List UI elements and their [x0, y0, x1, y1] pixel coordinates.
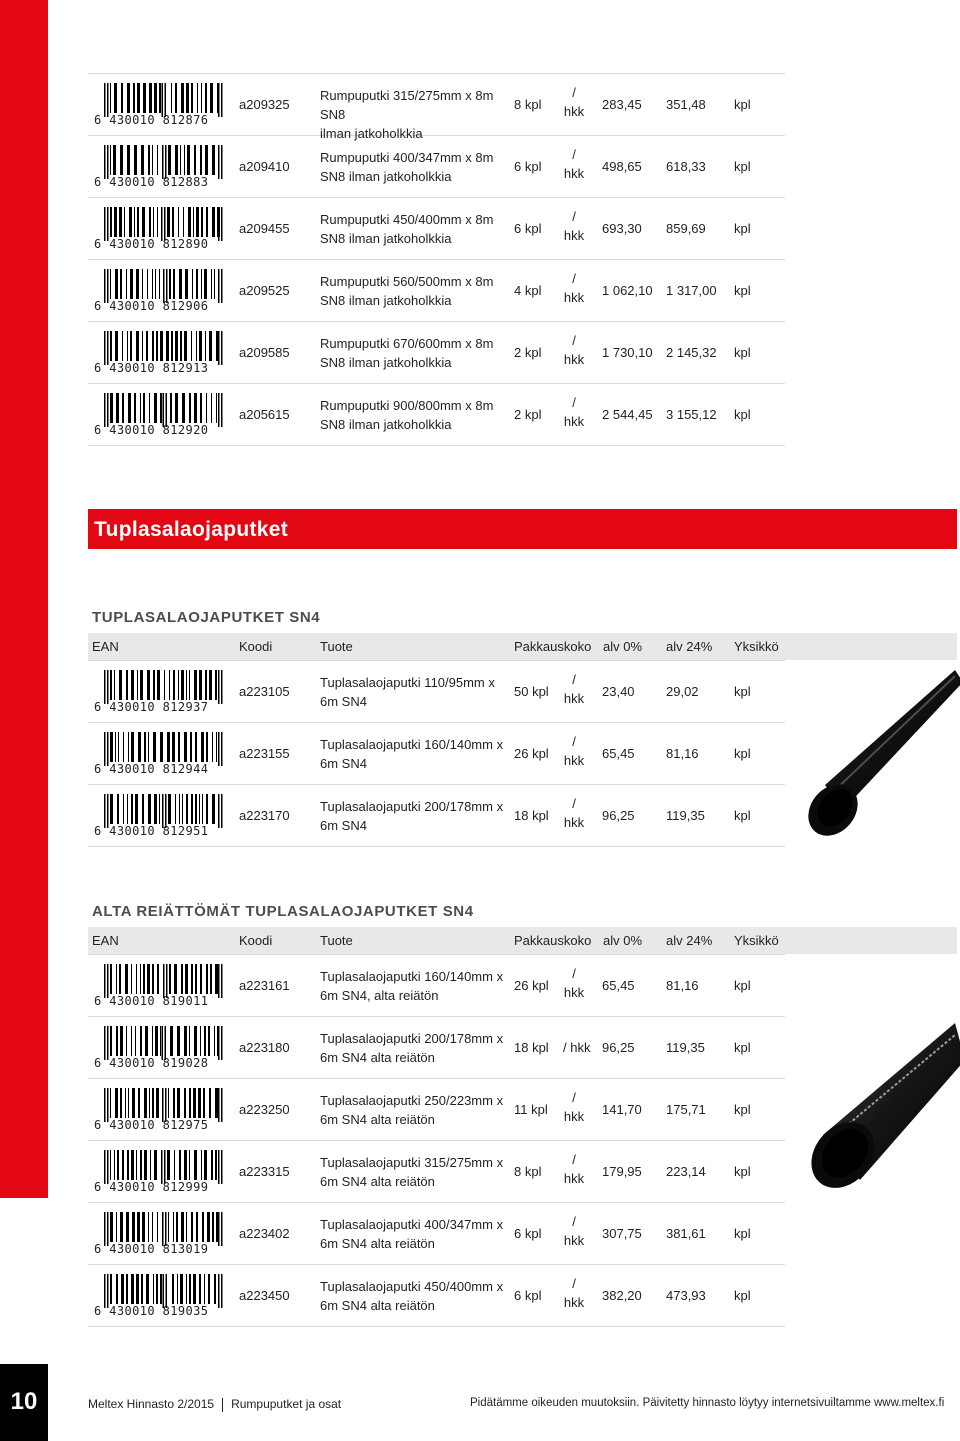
ean-digits: 6 430010 813019 — [94, 1242, 209, 1256]
product-description — [320, 1029, 506, 1067]
per-bundle — [561, 145, 587, 183]
barcode — [94, 207, 226, 253]
product-code: a223450 — [239, 1288, 290, 1303]
description-line-1: Rumpuputki 450/400mm x 8m — [320, 212, 494, 227]
price-alv0: 65,45 — [602, 746, 635, 761]
package-size: 6 kpl — [514, 1226, 542, 1241]
ean-digits: 6 430010 812890 — [94, 237, 209, 251]
description-line-2: 6m SN4 — [320, 756, 367, 771]
pipe-price-table — [88, 73, 785, 446]
column-header-alv0: alv 0% — [603, 639, 643, 654]
product-code: a223155 — [239, 746, 290, 761]
per-hkk: hkk — [563, 104, 585, 119]
product-code: a205615 — [239, 407, 290, 422]
per-bundle — [561, 732, 587, 770]
per-bundle — [561, 670, 587, 708]
price-alv0: 96,25 — [602, 808, 635, 823]
product-code: a223105 — [239, 684, 290, 699]
table-row — [88, 198, 785, 260]
per-bundle — [563, 1038, 601, 1057]
per-slash: / — [572, 966, 576, 981]
per-bundle — [561, 1088, 587, 1126]
barcode — [94, 1212, 226, 1258]
ean-digits: 6 430010 819028 — [94, 1056, 209, 1070]
per-hkk: hkk — [563, 228, 585, 243]
barcode — [94, 964, 226, 1010]
per-bundle — [561, 1274, 587, 1312]
barcode-bars — [104, 145, 224, 175]
price-alv0: 179,95 — [602, 1164, 642, 1179]
product-description — [320, 1091, 506, 1129]
table-row — [88, 1141, 785, 1203]
price-alv0: 2 544,45 — [602, 407, 653, 422]
barcode — [94, 1088, 226, 1134]
per-bundle — [561, 83, 587, 121]
description-line-2: 6m SN4 alta reiätön — [320, 1050, 435, 1065]
product-description — [320, 1153, 506, 1191]
price-alv24: 175,71 — [666, 1102, 706, 1117]
price-alv24: 381,61 — [666, 1226, 706, 1241]
per-slash: / — [572, 734, 576, 749]
per-slash: / — [572, 1090, 576, 1105]
product-description — [320, 967, 506, 1005]
per-hkk: hkk — [563, 815, 585, 830]
pipe-product-image — [805, 660, 960, 845]
left-accent-bar — [0, 0, 48, 1198]
barcode — [94, 83, 226, 129]
description-line-2: SN8 ilman jatkoholkkia — [320, 355, 452, 370]
barcode-bars — [104, 794, 224, 824]
product-description — [320, 272, 506, 310]
table-row — [88, 322, 785, 384]
description-line-1: Rumpuputki 400/347mm x 8m — [320, 150, 494, 165]
price-alv0: 141,70 — [602, 1102, 642, 1117]
product-description — [320, 797, 506, 835]
per-bundle — [561, 269, 587, 307]
description-line-2: SN8 ilman jatkoholkkia — [320, 417, 452, 432]
per-bundle — [561, 393, 587, 431]
barcode-bars — [104, 331, 224, 361]
barcode-bars — [104, 732, 224, 762]
ean-digits: 6 430010 812937 — [94, 700, 209, 714]
package-size: 2 kpl — [514, 407, 542, 422]
table-row — [88, 73, 785, 141]
per-slash: / — [572, 85, 576, 100]
barcode-bars — [104, 1026, 224, 1056]
table-row — [88, 785, 785, 847]
product-description — [320, 735, 506, 773]
barcode — [94, 331, 226, 377]
package-size: 18 kpl — [514, 808, 549, 823]
price-alv0: 23,40 — [602, 684, 635, 699]
unit: kpl — [734, 684, 751, 699]
column-header-pack: Pakkauskoko — [514, 639, 592, 654]
column-header-ean: EAN — [92, 639, 119, 654]
per-bundle — [561, 964, 587, 1002]
table-row — [88, 954, 785, 1017]
package-size: 6 kpl — [514, 159, 542, 174]
barcode-bars — [104, 1212, 224, 1242]
product-code: a209585 — [239, 345, 290, 360]
product-code: a223161 — [239, 978, 290, 993]
column-header-product: Tuote — [320, 639, 353, 654]
description-line-2: 6m SN4 alta reiätön — [320, 1174, 435, 1189]
table-row — [88, 136, 785, 198]
per-slash: / — [572, 672, 576, 687]
product-description — [320, 396, 506, 434]
footer-brand: Meltex Hinnasto 2/2015 — [88, 1397, 215, 1411]
table-row — [88, 660, 785, 723]
product-description — [320, 86, 506, 143]
column-header-row — [88, 927, 957, 954]
price-alv24: 859,69 — [666, 221, 706, 236]
description-line-1: Rumpuputki 900/800mm x 8m — [320, 398, 494, 413]
description-line-1: Rumpuputki 315/275mm x 8m SN8 — [320, 88, 494, 122]
column-header-alv24: alv 24% — [666, 933, 713, 948]
price-alv24: 223,14 — [666, 1164, 706, 1179]
footer-section: Rumpuputket ja osat — [231, 1397, 342, 1411]
footer-note: Pidätämme oikeuden muutoksiin. Päivitetty hinnasto löytyy internetsivuiltamme www.meltex.fi — [470, 1397, 945, 1409]
barcode — [94, 670, 226, 716]
ean-digits: 6 430010 812876 — [94, 113, 209, 127]
unit: kpl — [734, 1040, 751, 1055]
column-header-pack: Pakkauskoko — [514, 933, 592, 948]
price-alv0: 1 062,10 — [602, 283, 653, 298]
barcode — [94, 1274, 226, 1320]
description-line-1: Rumpuputki 670/600mm x 8m — [320, 336, 494, 351]
package-size: 4 kpl — [514, 283, 542, 298]
ean-digits: 6 430010 812913 — [94, 361, 209, 375]
unit: kpl — [734, 159, 751, 174]
ean-digits: 6 430010 812975 — [94, 1118, 209, 1132]
per-slash: / — [572, 271, 576, 286]
per-hkk: hkk — [563, 1233, 585, 1248]
barcode — [94, 1150, 226, 1196]
ean-digits: 6 430010 812951 — [94, 824, 209, 838]
unit: kpl — [734, 283, 751, 298]
per-bundle — [561, 331, 587, 369]
description-line-1: Tuplasalaojaputki 250/223mm x — [320, 1093, 504, 1108]
product-description — [320, 1277, 506, 1315]
description-line-2: 6m SN4, alta reiätön — [320, 988, 439, 1003]
table-row — [88, 1203, 785, 1265]
per-slash: / — [572, 209, 576, 224]
per-hkk: hkk — [563, 753, 585, 768]
unit: kpl — [734, 1226, 751, 1241]
price-alv0: 96,25 — [602, 1040, 635, 1055]
product-description — [320, 1215, 506, 1253]
footer-left — [88, 1397, 341, 1412]
description-line-2: SN8 ilman jatkoholkkia — [320, 231, 452, 246]
description-line-1: Tuplasalaojaputki 200/178mm x — [320, 799, 504, 814]
unit: kpl — [734, 407, 751, 422]
product-code: a223250 — [239, 1102, 290, 1117]
ean-digits: 6 430010 812906 — [94, 299, 209, 313]
barcode-bars — [104, 1088, 224, 1118]
column-header-product: Tuote — [320, 933, 353, 948]
package-size: 8 kpl — [514, 1164, 542, 1179]
barcode — [94, 732, 226, 778]
description-line-1: Tuplasalaojaputki 110/95mm x — [320, 675, 495, 690]
ean-digits: 6 430010 819011 — [94, 994, 209, 1008]
package-size: 50 kpl — [514, 684, 549, 699]
product-code: a223180 — [239, 1040, 290, 1055]
price-alv0: 283,45 — [602, 97, 642, 112]
column-header-unit: Yksikkö — [734, 933, 779, 948]
ean-digits: 6 430010 819035 — [94, 1304, 209, 1318]
package-size: 26 kpl — [514, 746, 549, 761]
unit: kpl — [734, 221, 751, 236]
per-hkk: hkk — [563, 352, 585, 367]
product-code: a209410 — [239, 159, 290, 174]
unit: kpl — [734, 1288, 751, 1303]
barcode-bars — [104, 1274, 224, 1304]
per-hkk: hkk — [563, 166, 585, 181]
description-line-1: Rumpuputki 560/500mm x 8m — [320, 274, 494, 289]
price-alv24: 29,02 — [666, 684, 699, 699]
description-line-1: Tuplasalaojaputki 315/275mm x — [320, 1155, 504, 1170]
per-hkk: hkk — [563, 290, 585, 305]
package-size: 26 kpl — [514, 978, 549, 993]
section-title: Tuplasalaojaputket — [94, 518, 289, 541]
per-bundle — [561, 1212, 587, 1250]
barcode-bars — [104, 269, 224, 299]
product-description — [320, 334, 506, 372]
per-slash: / — [572, 147, 576, 162]
barcode — [94, 794, 226, 840]
per-hkk: hkk — [563, 414, 585, 429]
price-alv24: 351,48 — [666, 97, 706, 112]
unit: kpl — [734, 978, 751, 993]
price-alv24: 119,35 — [666, 1040, 705, 1055]
description-line-2: ilman jatkoholkkia — [320, 126, 423, 141]
price-alv24: 3 155,12 — [666, 407, 717, 422]
description-line-2: 6m SN4 — [320, 694, 367, 709]
table-row — [88, 723, 785, 785]
unit: kpl — [734, 746, 751, 761]
description-line-2: 6m SN4 alta reiätön — [320, 1298, 435, 1313]
price-alv24: 2 145,32 — [666, 345, 717, 360]
barcode — [94, 145, 226, 191]
description-line-1: Tuplasalaojaputki 450/400mm x — [320, 1279, 504, 1294]
package-size: 6 kpl — [514, 1288, 542, 1303]
barcode-bars — [104, 393, 224, 423]
column-header-code: Koodi — [239, 933, 273, 948]
package-size: 18 kpl — [514, 1040, 549, 1055]
package-size: 11 kpl — [514, 1102, 548, 1117]
unit: kpl — [734, 345, 751, 360]
per-hkk: hkk — [563, 1109, 585, 1124]
table-row — [88, 1079, 785, 1141]
ean-digits: 6 430010 812944 — [94, 762, 209, 776]
ean-digits: 6 430010 812920 — [94, 423, 209, 437]
description-line-2: SN8 ilman jatkoholkkia — [320, 293, 452, 308]
column-header-alv24: alv 24% — [666, 639, 713, 654]
barcode-bars — [104, 1150, 224, 1180]
price-alv0: 382,20 — [602, 1288, 642, 1303]
per-slash: / — [572, 1276, 576, 1291]
description-line-1: Tuplasalaojaputki 400/347mm x — [320, 1217, 504, 1232]
barcode-bars — [104, 207, 224, 237]
barcode — [94, 269, 226, 315]
package-size: 6 kpl — [514, 221, 542, 236]
product-description — [320, 210, 506, 248]
price-alv0: 693,30 — [602, 221, 642, 236]
table-row — [88, 384, 785, 446]
product-code: a209525 — [239, 283, 290, 298]
alta-price-table — [88, 954, 785, 1327]
price-alv0: 1 730,10 — [602, 345, 653, 360]
price-alv24: 81,16 — [666, 978, 699, 993]
product-code: a223170 — [239, 808, 290, 823]
description-line-2: 6m SN4 alta reiätön — [320, 1112, 435, 1127]
per-slash: / hkk — [563, 1040, 591, 1055]
package-size: 2 kpl — [514, 345, 542, 360]
table-row — [88, 1017, 785, 1079]
per-hkk: hkk — [563, 691, 585, 706]
barcode — [94, 1026, 226, 1072]
description-line-1: Tuplasalaojaputki 160/140mm x — [320, 737, 504, 752]
column-header-unit: Yksikkö — [734, 639, 779, 654]
description-line-2: SN8 ilman jatkoholkkia — [320, 169, 452, 184]
per-slash: / — [572, 796, 576, 811]
price-alv0: 307,75 — [602, 1226, 642, 1241]
price-alv0: 498,65 — [602, 159, 642, 174]
per-hkk: hkk — [563, 1295, 585, 1310]
column-header-ean: EAN — [92, 933, 119, 948]
product-description — [320, 148, 506, 186]
product-code: a223315 — [239, 1164, 290, 1179]
unit: kpl — [734, 1164, 751, 1179]
column-header-alv0: alv 0% — [603, 933, 643, 948]
table-row — [88, 260, 785, 322]
barcode — [94, 393, 226, 439]
package-size: 8 kpl — [514, 97, 542, 112]
description-line-2: 6m SN4 — [320, 818, 367, 833]
price-alv24: 473,93 — [666, 1288, 706, 1303]
unit: kpl — [734, 808, 751, 823]
per-bundle — [561, 794, 587, 832]
section-header — [88, 509, 957, 549]
column-header-code: Koodi — [239, 639, 273, 654]
per-slash: / — [572, 1214, 576, 1229]
barcode-bars — [104, 670, 224, 700]
table-row — [88, 1265, 785, 1327]
ean-digits: 6 430010 812999 — [94, 1180, 209, 1194]
page-number: 10 — [10, 1388, 38, 1415]
description-line-1: Tuplasalaojaputki 200/178mm x — [320, 1031, 504, 1046]
per-slash: / — [572, 333, 576, 348]
per-hkk: hkk — [563, 1171, 585, 1186]
column-header-row — [88, 633, 957, 660]
per-bundle — [561, 1150, 587, 1188]
per-bundle — [561, 207, 587, 245]
subsection-title-alta: ALTA REIÄTTÖMÄT TUPLASALAOJAPUTKET SN4 — [92, 903, 474, 920]
price-alv24: 618,33 — [666, 159, 706, 174]
ean-digits: 6 430010 812883 — [94, 175, 209, 189]
price-alv24: 1 317,00 — [666, 283, 717, 298]
product-description — [320, 673, 506, 711]
per-hkk: hkk — [563, 985, 585, 1000]
per-slash: / — [572, 1152, 576, 1167]
product-code: a209325 — [239, 97, 290, 112]
per-slash: / — [572, 395, 576, 410]
description-line-1: Tuplasalaojaputki 160/140mm x — [320, 969, 504, 984]
pipe-product-image — [805, 1015, 960, 1190]
price-alv0: 65,45 — [602, 978, 635, 993]
price-alv24: 81,16 — [666, 746, 699, 761]
unit: kpl — [734, 97, 751, 112]
subsection-title-sn4: TUPLASALAOJAPUTKET SN4 — [92, 609, 321, 626]
description-line-2: 6m SN4 alta reiätön — [320, 1236, 435, 1251]
price-alv24: 119,35 — [666, 808, 705, 823]
product-code: a223402 — [239, 1226, 290, 1241]
sn4-price-table — [88, 660, 785, 847]
product-code: a209455 — [239, 221, 290, 236]
unit: kpl — [734, 1102, 751, 1117]
barcode-bars — [104, 964, 224, 994]
barcode-bars — [104, 83, 224, 113]
